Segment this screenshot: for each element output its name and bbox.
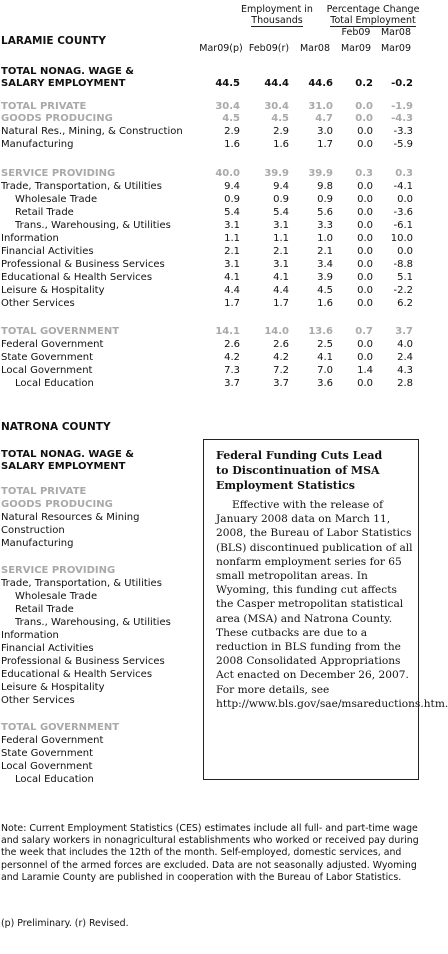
header-percentage-change: Percentage Change [326, 4, 420, 15]
cell-value: -8.8 [393, 259, 413, 270]
cell-value: 0.9 [224, 194, 240, 205]
cell-value: 14.1 [215, 326, 240, 337]
cell-value: 0.0 [397, 246, 413, 257]
laramie-county-title: LARAMIE COUNTY [1, 35, 106, 47]
sidebar-title-line: Federal Funding Cuts Lead [216, 449, 383, 462]
table-row [0, 285, 423, 297]
col-mar09p: Mar09(p) [199, 43, 243, 54]
row-label: GOODS PRODUCING [1, 499, 113, 510]
sidebar-title [216, 448, 382, 493]
cell-value: 3.9 [317, 272, 333, 283]
cell-value: 30.4 [215, 101, 240, 112]
cell-value: 30.4 [264, 101, 289, 112]
cell-value: 0.0 [357, 272, 373, 283]
cell-value: -6.1 [393, 220, 413, 231]
row-label: Natural Resources & Mining [1, 512, 140, 523]
cell-value: 0.0 [357, 378, 373, 389]
cell-value: 4.4 [224, 285, 240, 296]
cell-value: 5.6 [317, 207, 333, 218]
table-row [0, 113, 423, 125]
cell-value: 3.3 [317, 220, 333, 231]
cell-value: 0.0 [357, 126, 373, 137]
cell-value: 0.0 [397, 194, 413, 205]
row-label: Leisure & Hospitality [1, 682, 105, 693]
cell-value: -4.3 [391, 113, 413, 124]
table-row [0, 181, 423, 193]
row-label: Other Services [1, 298, 75, 309]
cell-value: 4.0 [397, 339, 413, 350]
row-label: Trans., Warehousing, & Utilities [15, 220, 171, 231]
cell-value: 1.1 [224, 233, 240, 244]
cell-value: 2.8 [397, 378, 413, 389]
cell-value: 39.9 [308, 168, 333, 179]
cell-value: 0.0 [357, 139, 373, 150]
cell-value: 4.5 [317, 285, 333, 296]
sidebar-title-line: Employment Statistics [216, 479, 355, 492]
table-row [0, 378, 423, 390]
row-label: Educational & Health Services [1, 272, 153, 283]
cell-value: 4.1 [224, 272, 240, 283]
cell-value: 5.4 [224, 207, 240, 218]
cell-value: 4.2 [273, 352, 289, 363]
cell-value: 7.0 [317, 365, 333, 376]
row-label: SALARY EMPLOYMENT [1, 461, 126, 472]
header-employment-in: Employment in [241, 4, 313, 15]
table-row [0, 220, 423, 232]
natrona-county-title: NATRONA COUNTY [1, 421, 111, 433]
row-label: Trans., Warehousing, & Utilities [15, 617, 171, 628]
row-label: Federal Government [1, 735, 104, 746]
cell-value: 5.4 [273, 207, 289, 218]
row-label: Federal Government [1, 339, 104, 350]
cell-value: 3.7 [273, 378, 289, 389]
row-label: TOTAL NONAG. WAGE & [1, 449, 134, 460]
cell-value: 7.3 [224, 365, 240, 376]
cell-value: 0.0 [357, 246, 373, 257]
cell-value: 0.9 [273, 194, 289, 205]
cell-value: 3.1 [273, 259, 289, 270]
cell-value: 4.1 [317, 352, 333, 363]
cell-value: 2.6 [273, 339, 289, 350]
row-label: Leisure & Hospitality [1, 285, 105, 296]
cell-value: 14.0 [264, 326, 289, 337]
cell-value: 3.7 [395, 326, 413, 337]
table-row [0, 194, 423, 206]
cell-value: 0.3 [355, 168, 373, 179]
cell-value: 0.3 [395, 168, 413, 179]
cell-value: 9.8 [317, 181, 333, 192]
cell-value: 3.4 [317, 259, 333, 270]
col-feb09r: Feb09(r) [248, 43, 290, 54]
cell-value: 0.0 [357, 285, 373, 296]
row-label: TOTAL PRIVATE [1, 486, 87, 497]
cell-value: 0.0 [357, 194, 373, 205]
cell-value: 2.1 [317, 246, 333, 257]
cell-value: 13.6 [308, 326, 333, 337]
row-label: Local Education [15, 378, 94, 389]
cell-value: 4.1 [273, 272, 289, 283]
row-label: TOTAL GOVERNMENT [1, 722, 120, 733]
cell-value: 3.0 [317, 126, 333, 137]
cell-value: 3.1 [224, 259, 240, 270]
cell-value: 9.4 [273, 181, 289, 192]
cell-value: 1.1 [273, 233, 289, 244]
row-label: Local Government [1, 761, 93, 772]
row-label: Professional & Business Services [1, 656, 165, 667]
cell-value: 5.1 [397, 272, 413, 283]
cell-value: 40.0 [215, 168, 240, 179]
cell-value: 0.9 [317, 194, 333, 205]
cell-value: -3.3 [393, 126, 413, 137]
cell-value: -5.9 [393, 139, 413, 150]
cell-value: 0.7 [355, 326, 373, 337]
cell-value: 0.0 [357, 207, 373, 218]
row-label: Construction [1, 525, 65, 536]
cell-value: 9.4 [224, 181, 240, 192]
table-row [0, 365, 423, 377]
cell-value: 6.2 [397, 298, 413, 309]
cell-value: 44.6 [308, 78, 333, 89]
table-row [0, 272, 423, 284]
cell-value: 1.6 [224, 139, 240, 150]
cell-value: 7.2 [273, 365, 289, 376]
cell-value: 44.5 [215, 78, 240, 89]
cell-value: 2.6 [224, 339, 240, 350]
cell-value: 2.4 [397, 352, 413, 363]
row-label: Retail Trade [15, 207, 74, 218]
cell-value: 0.0 [357, 352, 373, 363]
table-row [0, 78, 423, 90]
table-row [0, 139, 423, 151]
cell-value: 3.7 [224, 378, 240, 389]
table-row [0, 168, 423, 180]
col-mar08: Mar08 [299, 43, 330, 54]
cell-value: 4.7 [315, 113, 333, 124]
cell-value: 2.1 [224, 246, 240, 257]
cell-value: -0.2 [391, 78, 413, 89]
cell-value: 2.9 [224, 126, 240, 137]
table-row [0, 207, 423, 219]
cell-value: 2.1 [273, 246, 289, 257]
cell-value: 0.0 [357, 220, 373, 231]
cell-value: 1.4 [357, 365, 373, 376]
row-label: Financial Activities [1, 246, 94, 257]
cell-value: 3.1 [224, 220, 240, 231]
table-row [0, 246, 423, 258]
table-row [0, 259, 423, 271]
row-label: TOTAL GOVERNMENT [1, 326, 120, 337]
row-label: State Government [1, 352, 94, 363]
table-row [0, 66, 423, 78]
cell-value: 10.0 [390, 233, 413, 244]
cell-value: 4.3 [397, 365, 413, 376]
footnote: (p) Preliminary. (r) Revised. [1, 918, 129, 929]
cell-value: 1.7 [273, 298, 289, 309]
col-pct-mar08: Mar09 [380, 43, 411, 54]
row-label: Professional & Business Services [1, 259, 165, 270]
cell-value: -3.6 [393, 207, 413, 218]
cell-value: 4.5 [222, 113, 240, 124]
cell-value: 0.0 [357, 339, 373, 350]
table-row [0, 326, 423, 338]
cell-value: 1.6 [273, 139, 289, 150]
row-label: Manufacturing [1, 538, 74, 549]
cell-value: 1.7 [224, 298, 240, 309]
sidebar-body: Effective with the release of January 2008 data on March 11, 2008, the Bureau of Labor Statistics (BLS) discontinued publication of all nonfarm employment series for 65 small metropolitan areas. In Wyoming, this funding cut affects the Casper metropolitan statistical area (MSA) and Natrona County. These cutbacks are due to a reduction in BLS funding from the 2008 Consolidated Appropriations Act enacted on December 26, 2007. For more details, see http://www.bls.gov/sae/msareductions.htm. [216, 499, 448, 710]
cell-value: -4.1 [393, 181, 413, 192]
row-label: Trade, Transportation, & Utilities [1, 578, 162, 589]
cell-value: 1.7 [317, 139, 333, 150]
row-label: Other Services [1, 695, 75, 706]
cell-value: -2.2 [393, 285, 413, 296]
row-label: Natural Res., Mining, & Construction [1, 126, 183, 137]
table-row [0, 352, 423, 364]
cell-value: 31.0 [308, 101, 333, 112]
cell-value: 44.4 [264, 78, 289, 89]
table-row [0, 126, 423, 138]
cell-value: 0.0 [355, 101, 373, 112]
cell-value: 0.0 [357, 181, 373, 192]
table-row [0, 233, 423, 245]
col-pct-feb09: Mar09 [340, 43, 371, 54]
row-label: Manufacturing [1, 139, 74, 150]
sidebar-title-line: to Discontinuation of MSA [216, 464, 380, 477]
row-label: State Government [1, 748, 94, 759]
cell-value: 3.6 [317, 378, 333, 389]
header-feb09: Feb09 [341, 27, 371, 38]
cell-value: 3.1 [273, 220, 289, 231]
cell-value: -1.9 [391, 101, 413, 112]
funding-cuts-sidebar [203, 439, 448, 780]
row-label: Trade, Transportation, & Utilities [1, 181, 162, 192]
row-label: SERVICE PROVIDING [1, 168, 116, 179]
cell-value: 0.0 [357, 233, 373, 244]
row-label: Financial Activities [1, 643, 94, 654]
cell-value: 2.5 [317, 339, 333, 350]
row-label: GOODS PRODUCING [1, 113, 113, 124]
row-label: Information [1, 630, 59, 641]
row-label: SERVICE PROVIDING [1, 565, 116, 576]
row-label: TOTAL NONAG. WAGE & [1, 66, 134, 77]
table-row [0, 101, 423, 113]
row-label: Retail Trade [15, 604, 74, 615]
row-label: Wholesale Trade [15, 194, 98, 205]
row-label: SALARY EMPLOYMENT [1, 78, 126, 89]
cell-value: 4.4 [273, 285, 289, 296]
cell-value: 0.0 [357, 298, 373, 309]
cell-value: 2.9 [273, 126, 289, 137]
cell-value: 4.2 [224, 352, 240, 363]
table-row [0, 298, 423, 310]
cell-value: 1.0 [317, 233, 333, 244]
row-label: Local Government [1, 365, 93, 376]
table-row [0, 339, 423, 351]
cell-value: 0.0 [357, 259, 373, 270]
ces-note: Note: Current Employment Statistics (CES) estimates include all full- and part-time wage and salary workers in nonagricultural establishments who worked or received pay during the week that includes the 12th of the month. Self-employed, domestic services, and personnel of the armed forces are excluded. Data are not seasonally adjusted. Wyoming and Laramie County are published in cooperation with the Bureau of Labor Statistics. [1, 823, 419, 883]
cell-value: 0.2 [355, 78, 373, 89]
row-label: Wholesale Trade [15, 591, 98, 602]
cell-value: 0.0 [355, 113, 373, 124]
cell-value: 1.6 [317, 298, 333, 309]
row-label: Information [1, 233, 59, 244]
header-mar08: Mar08 [380, 27, 411, 38]
header-total-employment: Total Employment [330, 15, 416, 26]
cell-value: 39.9 [264, 168, 289, 179]
cell-value: 4.5 [271, 113, 289, 124]
header-thousands: Thousands [251, 15, 303, 26]
row-label: Educational & Health Services [1, 669, 153, 680]
row-label: TOTAL PRIVATE [1, 101, 87, 112]
row-label: Local Education [15, 774, 94, 785]
